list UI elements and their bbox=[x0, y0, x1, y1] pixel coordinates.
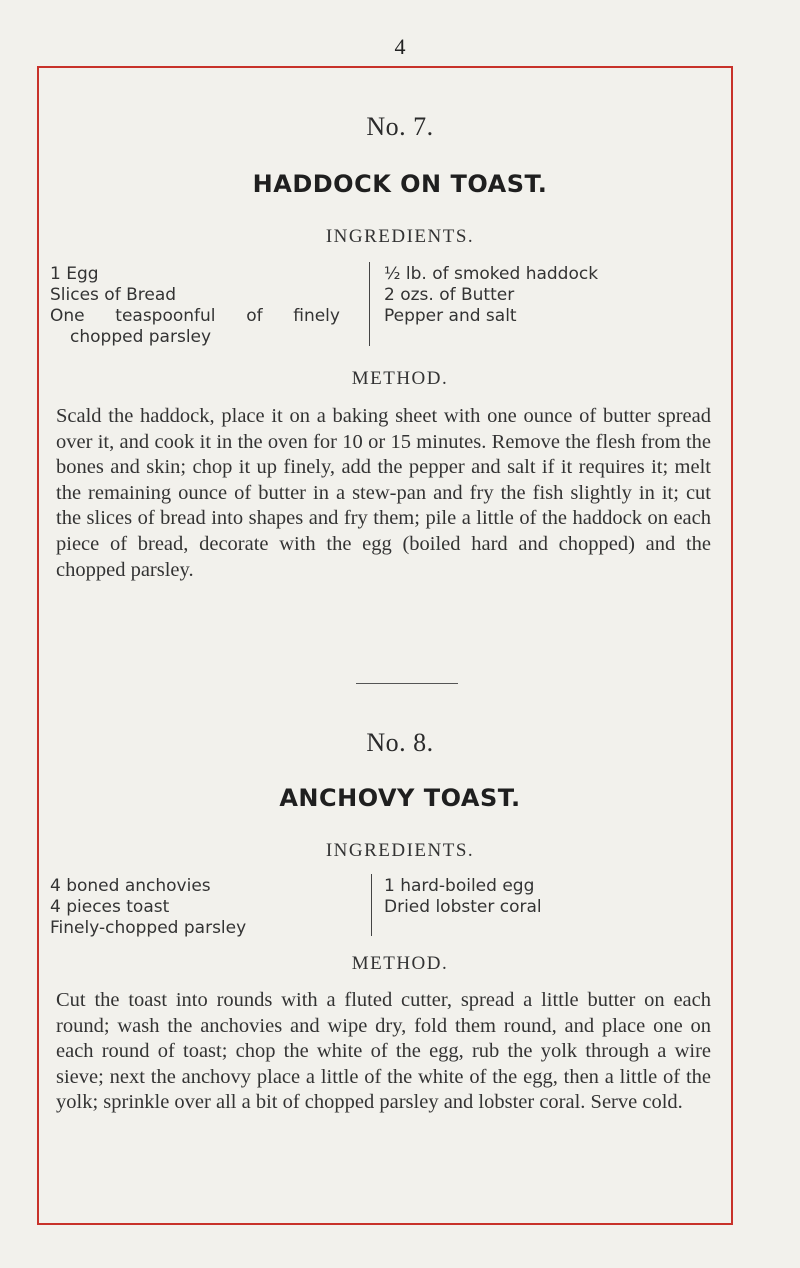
recipe-7-ingredients-right bbox=[384, 264, 598, 327]
recipe-8-number: No. 8. bbox=[366, 728, 434, 757]
ingredient-item: Slices of Bread bbox=[50, 285, 177, 305]
ingredient-item: 4 pieces toast bbox=[50, 897, 170, 917]
ingredient-item: ½ lb. of smoked haddock bbox=[384, 264, 599, 284]
recipe-7-method-label: METHOD. bbox=[351, 368, 449, 389]
ingredient-item: 1 Egg bbox=[50, 264, 99, 284]
ingredient-item: chopped parsley bbox=[70, 327, 212, 347]
ingredient-word: finely bbox=[293, 306, 340, 326]
ingredient-item: 4 boned anchovies bbox=[50, 876, 211, 896]
recipe-7-ingredients-label: INGREDIENTS. bbox=[325, 226, 475, 247]
ingredient-item: Dried lobster coral bbox=[384, 897, 542, 917]
recipe-8-ingredients-right bbox=[384, 876, 542, 918]
ingredient-item: Pepper and salt bbox=[384, 306, 517, 326]
section-divider-rule bbox=[356, 683, 458, 684]
recipe-8-ingredients-left bbox=[50, 876, 246, 939]
ingredients-column-divider bbox=[369, 262, 370, 346]
ingredient-item: 2 ozs. of Butter bbox=[384, 285, 515, 305]
ingredient-item bbox=[50, 306, 340, 327]
recipe-7-method-text: Scald the haddock, place it on a baking sheet with one ounce of butter spread over it, and cook it in the oven for 10 or 15 minutes. Remove the flesh from the bones and skin; chop it up finely, add the pepper and salt if it requires it; melt the remaining ounce of butter in a stew-pan and fry the fish slightly in it; cut the slices of bread into shapes and fry them; pile a little of the haddock on each piece of bread, decorate with the egg (boiled hard and chopped) and the chopped parsley. bbox=[56, 405, 711, 581]
ingredient-word: One bbox=[50, 306, 85, 326]
recipe-8-ingredients-label: INGREDIENTS. bbox=[325, 840, 475, 861]
recipe-8-title: ANCHOVY TOAST. bbox=[279, 784, 521, 812]
recipe-7-title: HADDOCK ON TOAST. bbox=[252, 170, 548, 198]
ingredient-word: of bbox=[246, 306, 263, 326]
recipe-7-ingredients-left bbox=[50, 264, 340, 348]
ingredient-item: Finely-chopped parsley bbox=[50, 918, 247, 938]
recipe-8-method-text: Cut the toast into rounds with a fluted cutter, spread a little butter on each round; wash the anchovies and wipe dry, fold them round, and place one on each round of toast; chop the white of the egg, rub the yolk through a wire sieve; next the anchovy place a little of the white of the egg, then a little of the yolk; sprinkle over all a bit of chopped parsley and lobster coral. Serve cold. bbox=[56, 989, 711, 1114]
ingredient-item: 1 hard-boiled egg bbox=[384, 876, 535, 896]
ingredients-column-divider bbox=[371, 874, 372, 936]
page-number: 4 bbox=[394, 34, 406, 59]
recipe-7-number: No. 7. bbox=[366, 112, 434, 141]
recipe-8-method-label: METHOD. bbox=[351, 953, 449, 974]
ingredient-word: teaspoonful bbox=[115, 306, 216, 326]
